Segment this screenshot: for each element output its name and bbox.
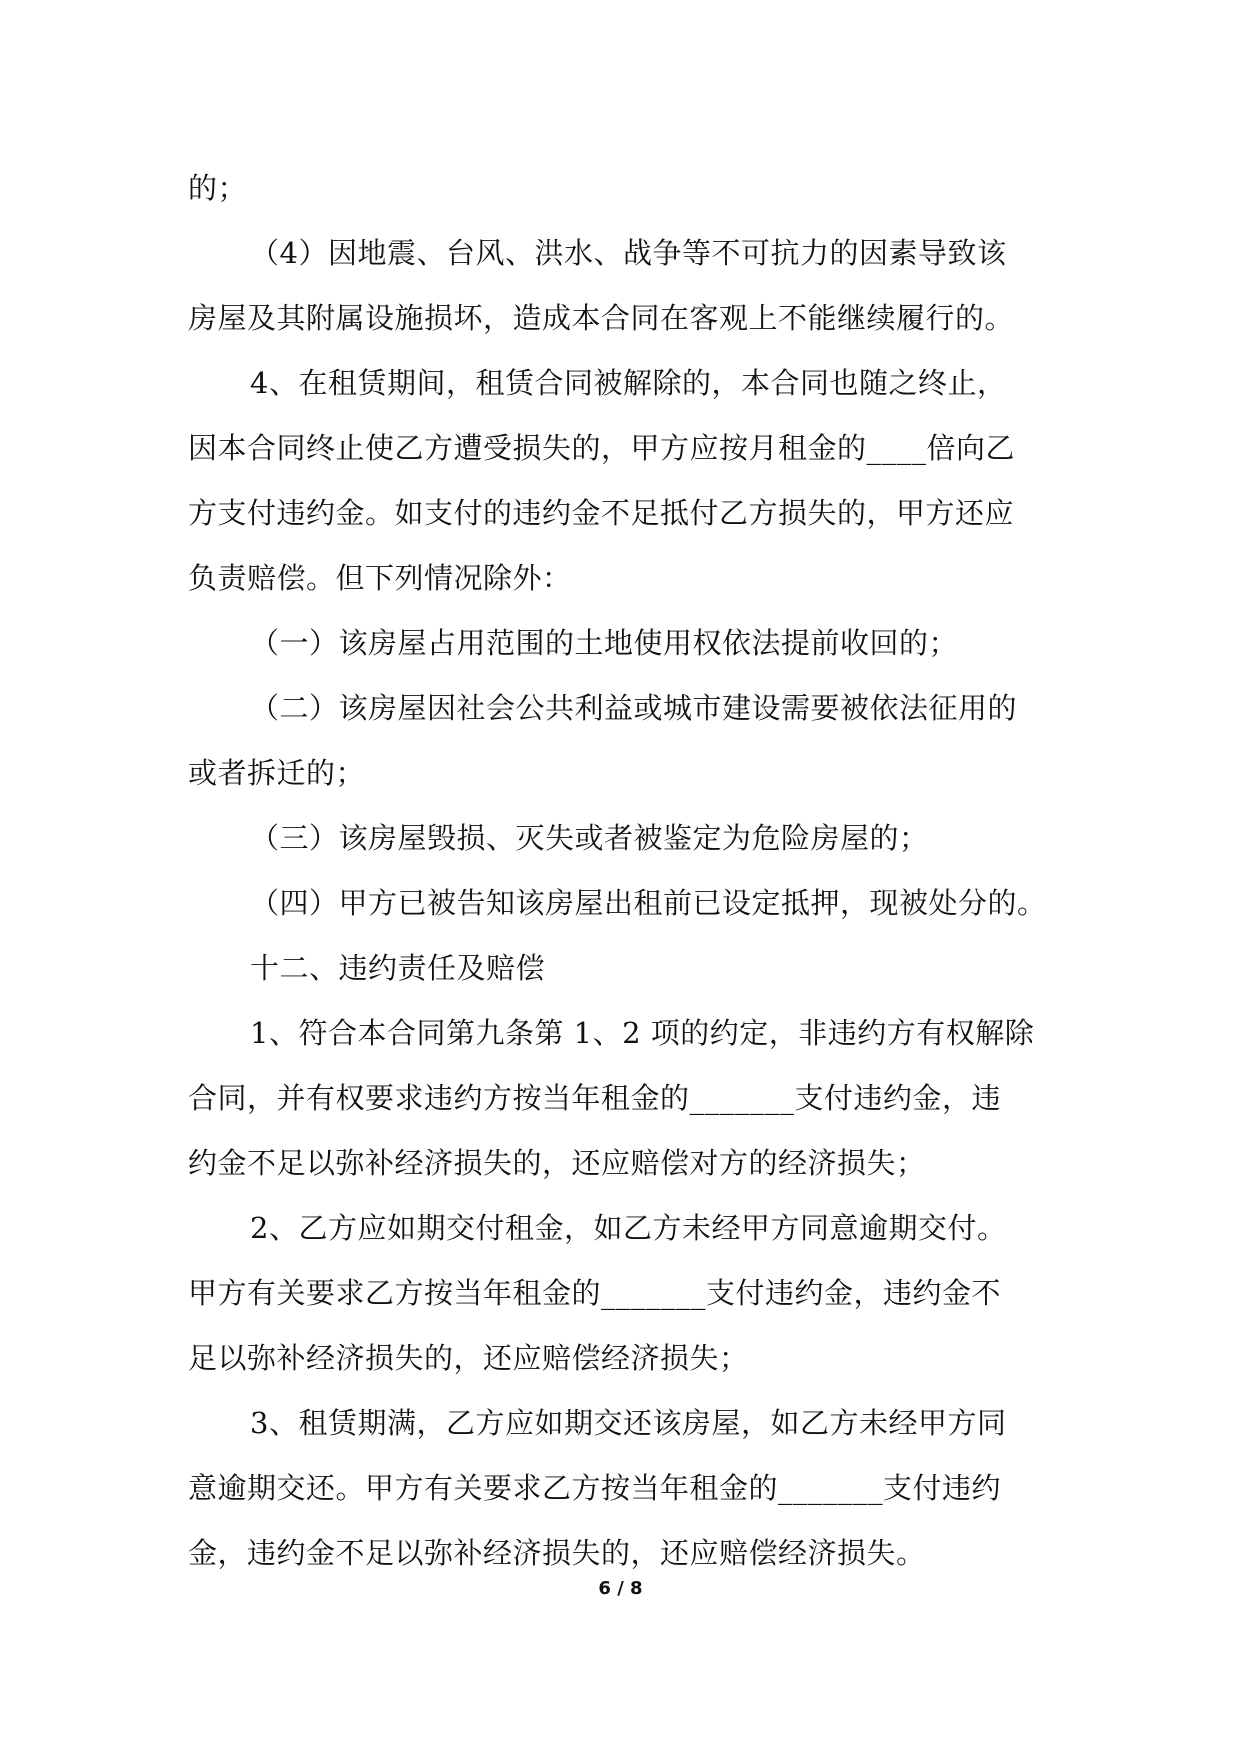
text-line: 因本合同终止使乙方遭受损失的，甲方应按月租金的____倍向乙 — [188, 431, 1016, 465]
section-heading: 十二、违约责任及赔偿 — [250, 951, 546, 985]
text-line: （一）该房屋占用范围的土地使用权依法提前收回的； — [250, 626, 959, 660]
text-line: 2、乙方应如期交付租金，如乙方未经甲方同意逾期交付。 — [250, 1211, 1007, 1245]
page-number: 6 / 8 — [598, 1578, 643, 1599]
text-line: （四）甲方已被告知该房屋出租前已设定抵押，现被处分的。 — [250, 886, 1047, 920]
text-line: 约金不足以弥补经济损失的，还应赔偿对方的经济损失； — [188, 1146, 926, 1180]
text-line: 3、租赁期满，乙方应如期交还该房屋，如乙方未经甲方同 — [250, 1406, 1007, 1440]
text-line: 或者拆迁的； — [188, 756, 366, 790]
text-line: （二）该房屋因社会公共利益或城市建设需要被依法征用的 — [250, 691, 1018, 725]
text-line: 金，违约金不足以弥补经济损失的，还应赔偿经济损失。 — [188, 1536, 926, 1570]
text-line: 方支付违约金。如支付的违约金不足抵付乙方损失的，甲方还应 — [188, 496, 1015, 530]
text-line: 合同，并有权要求违约方按当年租金的_______支付违约金，违 — [188, 1081, 1002, 1115]
text-line: 意逾期交还。甲方有关要求乙方按当年租金的_______支付违约 — [188, 1471, 1002, 1505]
text-line: 的； — [188, 171, 248, 205]
text-line: 负责赔偿。但下列情况除外： — [188, 561, 572, 595]
text-line: （4）因地震、台风、洪水、战争等不可抗力的因素导致该 — [250, 236, 1007, 270]
text-line: 房屋及其附属设施损坏，造成本合同在客观上不能继续履行的。 — [188, 301, 1015, 335]
text-line: 4、在租赁期间，租赁合同被解除的，本合同也随之终止， — [250, 366, 1007, 400]
text-line: 足以弥补经济损失的，还应赔偿经济损失； — [188, 1341, 749, 1375]
document-body — [188, 156, 1068, 1586]
text-line: 甲方有关要求乙方按当年租金的_______支付违约金，违约金不 — [188, 1276, 1002, 1310]
text-line: （三）该房屋毁损、灭失或者被鉴定为危险房屋的； — [250, 821, 929, 855]
text-line: 1、符合本合同第九条第 1、2 项的约定，非违约方有权解除 — [250, 1016, 1035, 1050]
